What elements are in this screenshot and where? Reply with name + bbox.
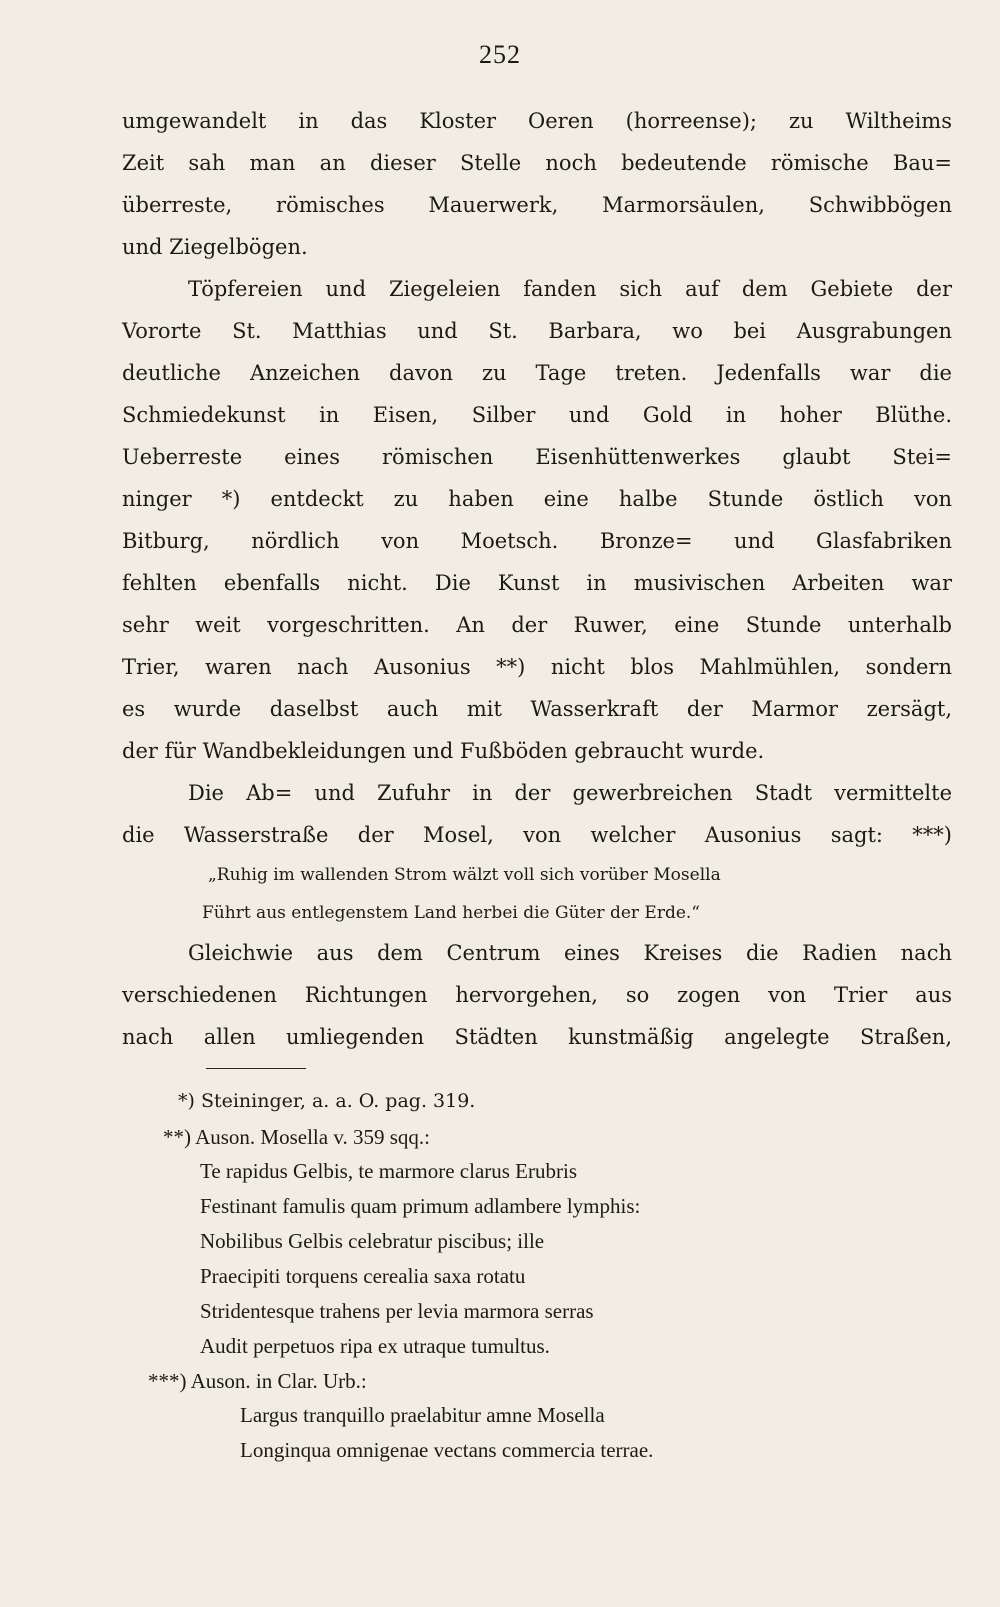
text-line: Ueberreste eines römischen Eisenhüttenwerkes glaubt Stei= — [122, 445, 952, 469]
text-line: Bitburg, nördlich von Moetsch. Bronze= und Glasfabriken — [122, 529, 952, 553]
text-line: umgewandelt in das Kloster Oeren (horreense); zu Wiltheims — [122, 109, 952, 133]
footnote-1: *) Steininger, a. a. O. pag. 319. — [178, 1090, 476, 1112]
quote-line: Führt aus entlegenstem Land herbei die Güter der Erde.“ — [202, 903, 700, 923]
text-line: der für Wandbekleidungen und Fußböden gebraucht wurde. — [122, 739, 765, 763]
text-line: nach allen umliegenden Städten kunstmäßig angelegte Straßen, — [122, 1025, 952, 1049]
text-line: es wurde daselbst auch mit Wasserkraft der Marmor zersägt, — [122, 697, 952, 721]
text-line: Trier, waren nach Ausonius **) nicht blos Mahlmühlen, sondern — [122, 655, 952, 679]
footnote-verse: Largus tranquillo praelabitur amne Mosella — [240, 1403, 605, 1427]
text-line: Zeit sah man an dieser Stelle noch bedeutende römische Bau= — [122, 151, 952, 175]
text-line: sehr weit vorgeschritten. An der Ruwer, eine Stunde unterhalb — [122, 613, 952, 637]
quote-line: „Ruhig im wallenden Strom wälzt voll sich vorüber Mosella — [208, 865, 721, 885]
footnote-verse: Nobilibus Gelbis celebratur piscibus; ille — [200, 1229, 545, 1253]
text-line: Vororte St. Matthias und St. Barbara, wo bei Ausgrabungen — [122, 319, 952, 343]
text-line: Schmiedekunst in Eisen, Silber und Gold in hoher Blüthe. — [122, 403, 952, 427]
text-line: ninger *) entdeckt zu haben eine halbe Stunde östlich von — [122, 487, 952, 511]
main-text — [122, 100, 952, 1058]
text-line: Die Ab= und Zufuhr in der gewerbreichen Stadt vermittelte — [188, 781, 952, 805]
footnote-verse: Festinant famulis quam primum adlambere lymphis: — [200, 1194, 641, 1218]
text-line: fehlten ebenfalls nicht. Die Kunst in musivischen Arbeiten war — [122, 571, 952, 595]
page-number: 252 — [479, 40, 521, 69]
footnote-3: ***) Auson. in Clar. Urb.: — [148, 1369, 367, 1393]
text-line: und Ziegelbögen. — [122, 235, 308, 259]
footnote-verse: Te rapidus Gelbis, te marmore clarus Erubris — [200, 1159, 577, 1183]
text-line: Gleichwie aus dem Centrum eines Kreises die Radien nach — [188, 941, 952, 965]
text-line: die Wasserstraße der Mosel, von welcher Ausonius sagt: ***) — [122, 823, 952, 847]
text-line: verschiedenen Richtungen hervorgehen, so zogen von Trier aus — [122, 983, 952, 1007]
footnote-divider — [206, 1068, 306, 1069]
footnote-verse: Praecipiti torquens cerealia saxa rotatu — [200, 1264, 526, 1288]
text-line: deutliche Anzeichen davon zu Tage treten. Jedenfalls war die — [122, 361, 952, 385]
footnote-2: **) Auson. Mosella v. 359 sqq.: — [163, 1125, 430, 1149]
footnote-verse: Audit perpetuos ripa ex utraque tumultus. — [200, 1334, 550, 1358]
footnote-verse: Stridentesque trahens per levia marmora serras — [200, 1299, 594, 1323]
text-line: Töpfereien und Ziegeleien fanden sich auf dem Gebiete der — [188, 277, 952, 301]
footnote-verse: Longinqua omnigenae vectans commercia terrae. — [240, 1438, 654, 1462]
text-line: überreste, römisches Mauerwerk, Marmorsäulen, Schwibbögen — [122, 193, 952, 217]
